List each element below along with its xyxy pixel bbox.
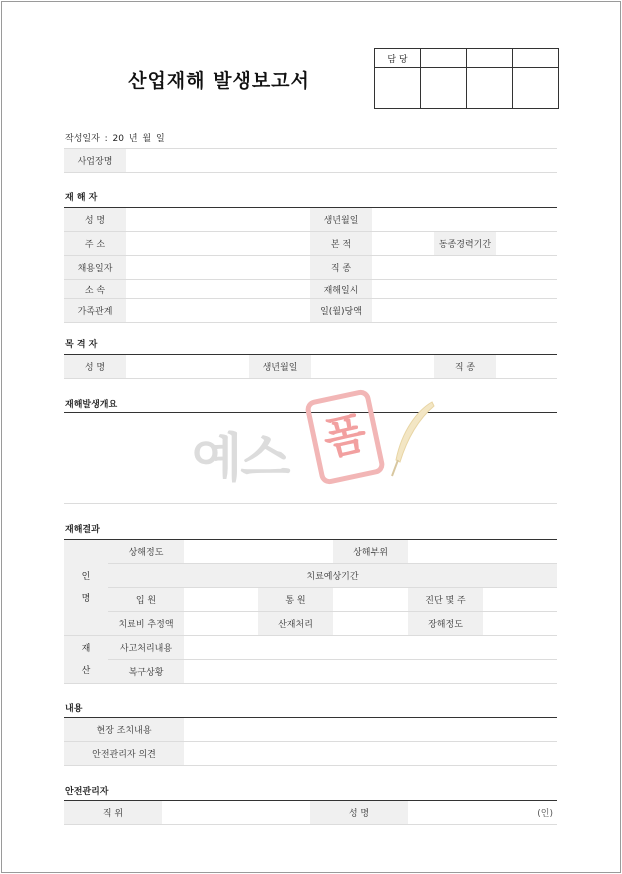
- result-heading: 재해결과: [65, 525, 100, 535]
- person-group-text: 인 명: [81, 571, 91, 604]
- disability-label: 장해정도: [408, 612, 483, 636]
- approval-sign-cell[interactable]: [513, 68, 559, 109]
- victim-name-label: 성 명: [64, 208, 126, 232]
- watermark: [192, 394, 452, 494]
- victim-table: [64, 207, 557, 323]
- injury-degree-field[interactable]: [184, 540, 333, 564]
- victim-address-label: 주 소: [64, 232, 126, 256]
- safety-opinion-field[interactable]: [184, 742, 557, 766]
- content-table: [64, 717, 557, 766]
- report-page: [1, 1, 621, 873]
- victim-job-field[interactable]: [372, 256, 557, 280]
- victim-domicile-label: 본 적: [310, 232, 372, 256]
- victim-birth-label: 생년월일: [310, 208, 372, 232]
- witness-name-label: 성 명: [64, 355, 126, 379]
- person-group-label: [64, 540, 108, 636]
- approval-sign-cell[interactable]: [467, 68, 513, 109]
- site-measures-label: 현장 조치내용: [64, 718, 184, 742]
- injury-part-field[interactable]: [408, 540, 557, 564]
- injury-part-label: 상해부위: [333, 540, 408, 564]
- victim-affiliation-field[interactable]: [126, 280, 310, 299]
- seal-mark: (인): [537, 809, 553, 819]
- manager-table: [64, 800, 557, 825]
- treatment-cost-label: 치료비 추정액: [108, 612, 184, 636]
- restoration-label: 복구상황: [108, 660, 184, 684]
- site-measures-field[interactable]: [184, 718, 557, 742]
- victim-accident-date-field[interactable]: [372, 280, 557, 299]
- victim-affiliation-label: 소 속: [64, 280, 126, 299]
- victim-accident-date-label: 재해일시: [310, 280, 372, 299]
- content-heading: 내용: [65, 704, 83, 714]
- date-line: 작성일자 : 20 년 월 일: [65, 134, 165, 144]
- victim-experience-label: 동종경력기간: [434, 232, 496, 256]
- overview-heading: 재해발생개요: [65, 400, 118, 410]
- accident-handling-field[interactable]: [184, 636, 557, 660]
- diagnosis-weeks-label: 진단 몇 주: [408, 588, 483, 612]
- inpatient-label: 입 원: [108, 588, 184, 612]
- watermark-stamp: 폼: [304, 388, 386, 486]
- manager-position-field[interactable]: [162, 801, 310, 825]
- manager-name-field[interactable]: [408, 801, 557, 825]
- victim-family-field[interactable]: [126, 299, 310, 323]
- approval-label: 담 당: [375, 49, 421, 68]
- disability-field[interactable]: [483, 612, 557, 636]
- victim-address-field[interactable]: [126, 232, 310, 256]
- victim-birth-field[interactable]: [372, 208, 557, 232]
- outpatient-label: 통 원: [258, 588, 333, 612]
- witness-name-field[interactable]: [126, 355, 249, 379]
- witness-birth-label: 생년월일: [249, 355, 311, 379]
- victim-name-field[interactable]: [126, 208, 310, 232]
- industrial-handling-field[interactable]: [333, 612, 408, 636]
- injury-degree-label: 상해정도: [108, 540, 184, 564]
- witness-job-label: 직 종: [434, 355, 496, 379]
- victim-hire-date-field[interactable]: [126, 256, 310, 280]
- workplace-field[interactable]: [126, 149, 557, 173]
- witness-birth-field[interactable]: [311, 355, 434, 379]
- inpatient-field[interactable]: [184, 588, 258, 612]
- victim-heading: 재 해 자: [65, 193, 98, 203]
- restoration-field[interactable]: [184, 660, 557, 684]
- industrial-handling-label: 산재처리: [258, 612, 333, 636]
- watermark-text: 예스: [192, 429, 289, 489]
- quill-icon: [388, 400, 438, 480]
- safety-opinion-label: 안전관리자 의견: [64, 742, 184, 766]
- property-group-text: 재 산: [81, 643, 91, 676]
- approval-box: [374, 48, 559, 109]
- witness-table: [64, 354, 557, 379]
- approval-sign-cell[interactable]: [375, 68, 421, 109]
- approval-header-cell[interactable]: [513, 49, 559, 68]
- outpatient-field[interactable]: [333, 588, 408, 612]
- victim-domicile-field[interactable]: [372, 232, 434, 256]
- victim-hire-date-label: 채용일자: [64, 256, 126, 280]
- treatment-cost-field[interactable]: [184, 612, 258, 636]
- property-group-label: [64, 636, 108, 684]
- workplace-table: [64, 148, 557, 173]
- witness-heading: 목 격 자: [65, 340, 98, 350]
- victim-experience-field[interactable]: [496, 232, 557, 256]
- document-title: 산업재해 발생보고서: [128, 70, 310, 92]
- manager-position-label: 직 위: [64, 801, 162, 825]
- approval-sign-cell[interactable]: [421, 68, 467, 109]
- victim-family-label: 가족관계: [64, 299, 126, 323]
- victim-job-label: 직 종: [310, 256, 372, 280]
- victim-wage-field[interactable]: [372, 299, 557, 323]
- victim-wage-label: 일(월)당액: [310, 299, 372, 323]
- approval-header-cell[interactable]: [467, 49, 513, 68]
- accident-handling-label: 사고처리내용: [108, 636, 184, 660]
- workplace-label: 사업장명: [64, 149, 126, 173]
- diagnosis-weeks-field[interactable]: [483, 588, 557, 612]
- manager-name-label: 성 명: [310, 801, 408, 825]
- result-table: [64, 539, 557, 684]
- manager-heading: 안전관리자: [65, 787, 109, 797]
- expected-treatment-label: 치료예상기간: [108, 564, 557, 588]
- witness-job-field[interactable]: [496, 355, 557, 379]
- approval-header-cell[interactable]: [421, 49, 467, 68]
